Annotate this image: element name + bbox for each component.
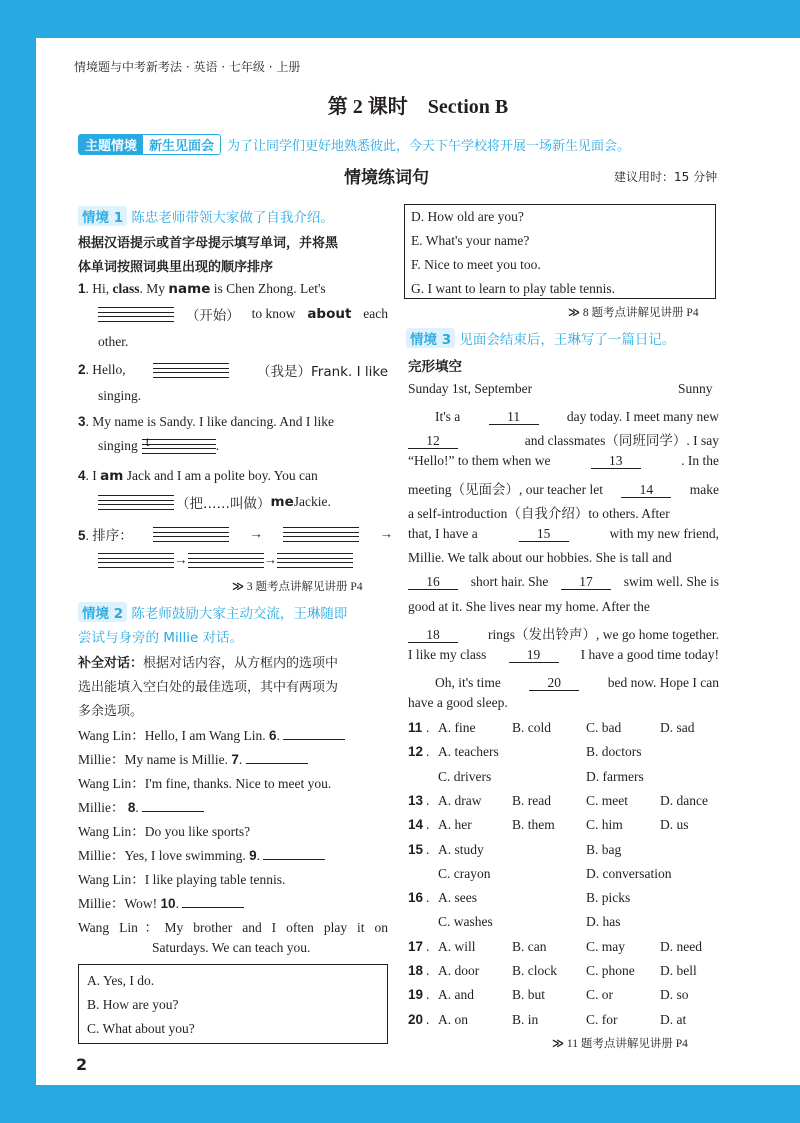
dialog-answer-blank[interactable] bbox=[263, 859, 325, 860]
dialog-answer-blank[interactable] bbox=[283, 739, 345, 740]
cloze-option[interactable]: B. read bbox=[512, 792, 551, 808]
option-c: C. What about you? bbox=[87, 1021, 195, 1036]
cloze-option[interactable]: A. and bbox=[438, 987, 474, 1003]
dialog-line: Millie： 8. bbox=[78, 796, 204, 816]
cloze-blank[interactable]: 15 bbox=[519, 527, 569, 542]
cloze-option[interactable]: D. has bbox=[586, 914, 621, 930]
passage-line: a self-introduction（自我介绍）to others. After bbox=[408, 505, 670, 521]
cloze-option[interactable]: D. bell bbox=[660, 963, 697, 978]
cloze-option[interactable]: B. can bbox=[512, 938, 547, 954]
question-3-line-1: 3. My name is Sandy. I like dancing. And I like bbox=[78, 414, 334, 429]
q3-answer-blank[interactable]: t bbox=[142, 438, 216, 454]
cloze-question-row bbox=[408, 769, 719, 789]
option-f: F. Nice to meet you too. bbox=[411, 257, 541, 272]
cloze-question-row: 11 . A. fine B. cold C. bad D. sad bbox=[408, 720, 695, 735]
question-1-line-1: 1. Hi, class. My name is Chen Zhong. Let's bbox=[78, 281, 326, 297]
q4-answer-blank[interactable] bbox=[98, 495, 174, 510]
cloze-option[interactable]: B. picks bbox=[586, 890, 631, 906]
cloze-blank[interactable]: 18 bbox=[408, 628, 458, 643]
situation-3-header: 情境 3 见面会结束后，王琳写了一篇日记。 bbox=[406, 328, 675, 348]
cloze-option[interactable]: A. teachers bbox=[438, 744, 499, 760]
cloze-option[interactable]: B. them bbox=[512, 817, 555, 833]
cloze-question-row bbox=[408, 866, 719, 886]
passage-line: Millie. We talk about our hobbies. She is tall and bbox=[408, 550, 672, 566]
cloze-question-row: 20 . A. on B. in C. for D. at bbox=[408, 1011, 687, 1027]
cloze-option[interactable]: D. need bbox=[660, 938, 702, 954]
cloze-option[interactable]: A. fine bbox=[438, 720, 476, 735]
passage-line: 18 rings（发出铃声）, we go home together. bbox=[408, 623, 719, 643]
passage-line: good at it. She lives near my home. After the bbox=[408, 598, 650, 614]
situation-1-header bbox=[78, 206, 334, 226]
cloze-question-row: 19 . A. and B. but C. or D. so bbox=[408, 987, 689, 1003]
cloze-option[interactable]: A. door bbox=[438, 963, 480, 978]
cloze-option[interactable]: B. clock bbox=[512, 963, 557, 978]
cloze-option[interactable]: C. phone bbox=[586, 963, 635, 978]
page bbox=[36, 38, 800, 1085]
q5-blank-5[interactable] bbox=[277, 553, 353, 568]
q5-blank-4[interactable] bbox=[188, 553, 264, 568]
dialog-line: Wang Lin：Hello, I am Wang Lin. 6. bbox=[78, 724, 345, 744]
s1-instruction-2: 体单词按照词典里出现的顺序排序 bbox=[78, 260, 274, 275]
dialog-line: Millie：Yes, I love swimming. 9. bbox=[78, 844, 325, 864]
theme-label: 主题情境 bbox=[79, 135, 143, 154]
cloze-blank[interactable]: 14 bbox=[621, 483, 671, 498]
cloze-option[interactable]: C. bad bbox=[586, 720, 622, 735]
cloze-option[interactable]: A. sees bbox=[438, 890, 477, 906]
cloze-blank[interactable]: 16 bbox=[408, 575, 458, 590]
cloze-option[interactable]: D. so bbox=[660, 987, 689, 1003]
theme-text: 为了让同学们更好地熟悉彼此，今天下午学校将开展一场新生见面会。 bbox=[227, 139, 631, 154]
question-4-line-1: 4. I am Jack and I am a polite boy. You can bbox=[78, 468, 318, 484]
cloze-option[interactable]: D. conversation bbox=[586, 865, 672, 881]
cloze-option[interactable]: D. us bbox=[660, 817, 689, 833]
dialog-last-line-2: Saturdays. We can teach you. bbox=[152, 940, 311, 955]
s2-instruction-1: 补全对话：根据对话内容，从方框内的选项中 bbox=[78, 656, 339, 671]
cloze-option[interactable]: A. will bbox=[438, 938, 476, 954]
q5-blank-2[interactable] bbox=[283, 527, 359, 542]
situation-2-header: 情境 2 陈老师鼓励大家主动交流，王琳随即 bbox=[78, 602, 347, 622]
cloze-blank[interactable]: 13 bbox=[591, 454, 641, 469]
cloze-option[interactable]: D. at bbox=[660, 1011, 687, 1027]
option-e: E. What's your name? bbox=[411, 233, 530, 248]
dialog-answer-blank[interactable] bbox=[246, 763, 308, 764]
passage-line: “Hello!” to them when we 13 . In the bbox=[408, 453, 719, 469]
dialog-line: Wang Lin：I like playing table tennis. bbox=[78, 872, 286, 887]
cloze-blank[interactable]: 12 bbox=[408, 434, 458, 449]
passage-line: 16 short hair. She 17 swim well. She is bbox=[408, 574, 719, 590]
passage-line: I like my class 19 I have a good time today! bbox=[408, 647, 719, 662]
cloze-question-row: 15 . A. study B. bag bbox=[408, 841, 622, 857]
cloze-question-row: 13 . A. draw B. read C. meet D. dance bbox=[408, 792, 708, 808]
dialog-answer-blank[interactable] bbox=[142, 811, 204, 812]
cloze-question-row: 17 . A. will B. can C. may D. need bbox=[408, 938, 702, 954]
cloze-option[interactable]: B. cold bbox=[512, 720, 551, 735]
passage-line: meeting（见面会）, our teacher let 14 make bbox=[408, 481, 719, 497]
dialog-line: Millie：Wow! 10. bbox=[78, 892, 244, 912]
cloze-option[interactable]: B. in bbox=[512, 1011, 539, 1027]
cloze-option[interactable]: C. drivers bbox=[438, 768, 492, 784]
cloze-question-row: 18 . A. door B. clock C. phone D. bell bbox=[408, 963, 697, 978]
q5-blank-3[interactable] bbox=[98, 553, 174, 568]
cloze-blank[interactable]: 17 bbox=[561, 575, 611, 590]
q1-answer-blank[interactable] bbox=[98, 307, 174, 322]
lesson-title: 第 2 课时 Section B bbox=[327, 96, 509, 118]
q2-answer-blank[interactable] bbox=[153, 363, 229, 378]
s2-instruction-3: 多余选项。 bbox=[78, 704, 144, 719]
question-1-line-2: （开始） to know about each bbox=[98, 304, 388, 324]
passage-line: Oh, it's time 20 bed now. Hope I can bbox=[408, 675, 719, 691]
situation-1-text: 陈忠老师带领大家做了自我介绍。 bbox=[131, 210, 334, 226]
dialog-line: Wang Lin：Do you like sports? bbox=[78, 824, 251, 839]
time-hint: 建议用时：15 分钟 bbox=[614, 170, 718, 184]
cloze-option[interactable]: A. draw bbox=[438, 792, 482, 808]
cloze-task-title: 完形填空 bbox=[408, 359, 462, 375]
cloze-question-row: 12 . A. teachers B. doctors bbox=[408, 744, 642, 760]
question-2-line-1: 2. Hello, （我是）Frank. I like bbox=[78, 362, 388, 380]
cloze-option[interactable]: A. study bbox=[438, 841, 484, 857]
cloze-option[interactable]: C. crayon bbox=[438, 865, 491, 881]
dialog-line: Wang Lin：I'm fine, thanks. Nice to meet you. bbox=[78, 776, 332, 791]
dialog-line: Millie：My name is Millie. 7. bbox=[78, 748, 308, 768]
cloze-option[interactable]: D. dance bbox=[660, 792, 708, 808]
s2-instruction-2: 选出能填入空白处的最佳选项，其中有两项为 bbox=[78, 680, 339, 695]
cloze-blank[interactable]: 19 bbox=[509, 648, 559, 663]
cloze-option[interactable]: C. washes bbox=[438, 914, 493, 930]
cloze-blank[interactable]: 11 bbox=[489, 410, 539, 425]
cloze-option[interactable]: B. bag bbox=[586, 841, 622, 857]
cloze-option[interactable]: C. him bbox=[586, 817, 623, 833]
cloze-option[interactable]: A. her bbox=[438, 817, 472, 833]
s2-reference: ≫ 8 题考点讲解见讲册 P4 bbox=[568, 305, 699, 319]
dialog-answer-blank[interactable] bbox=[182, 907, 244, 908]
passage-line: that, I have a 15 with my new friend, bbox=[408, 526, 719, 541]
s1-instruction-1: 根据汉语提示或首字母提示填写单词，并将黑 bbox=[78, 236, 339, 251]
cloze-option[interactable]: C. or bbox=[586, 987, 613, 1003]
cloze-option[interactable]: C. may bbox=[586, 938, 625, 954]
question-5-line-2: → → bbox=[98, 552, 353, 568]
theme-name: 新生见面会 bbox=[149, 139, 215, 154]
section-title: 情境练词句 bbox=[344, 168, 429, 188]
option-g: G. I want to learn to play table tennis. bbox=[411, 281, 615, 296]
cloze-option[interactable]: D. sad bbox=[660, 720, 695, 735]
cloze-option[interactable]: C. for bbox=[586, 1011, 618, 1027]
question-4-line-2: （把……叫做） me Jackie. bbox=[98, 492, 331, 512]
question-5-line-1: 5. 排序： → → bbox=[78, 526, 393, 544]
options-box-left bbox=[78, 964, 388, 1044]
diary-date: Sunday 1st, September bbox=[408, 381, 533, 396]
situation-2-text-2: 尝试与身旁的 Millie 对话。 bbox=[78, 630, 244, 646]
question-3-line-2: singing t . bbox=[98, 434, 220, 454]
cloze-option[interactable]: B. doctors bbox=[586, 744, 642, 760]
options-box-right bbox=[404, 204, 716, 299]
cloze-option[interactable]: B. but bbox=[512, 987, 546, 1003]
passage-line: have a good sleep. bbox=[408, 695, 508, 711]
s1-reference: ≫ 3 题考点讲解见讲册 P4 bbox=[232, 579, 363, 593]
page-number: 2 bbox=[76, 1055, 88, 1074]
dialog-last-line-1: Wang Lin：My brother and I often play it on bbox=[78, 920, 388, 935]
option-a: A. Yes, I do. bbox=[87, 973, 155, 988]
question-2-line-2: singing. bbox=[98, 388, 142, 403]
cloze-question-row bbox=[408, 914, 719, 934]
cloze-option[interactable]: A. on bbox=[438, 1011, 468, 1027]
cloze-question-row: 14 . A. her B. them C. him D. us bbox=[408, 817, 689, 833]
passage-line: 12 and classmates（同班同学）. I say bbox=[408, 429, 719, 449]
option-b: B. How are you? bbox=[87, 997, 179, 1012]
passage-line: It's a 11 day today. I meet many new bbox=[408, 409, 719, 424]
cloze-option[interactable]: D. farmers bbox=[586, 768, 644, 784]
cloze-question-row: 16 . A. sees B. picks bbox=[408, 890, 631, 906]
s3-reference: ≫ 11 题考点讲解见讲册 P4 bbox=[552, 1036, 688, 1050]
cloze-option[interactable]: C. meet bbox=[586, 792, 628, 808]
question-1-line-3: other. bbox=[98, 334, 129, 349]
diary-weather: Sunny bbox=[678, 381, 713, 396]
cloze-blank[interactable]: 20 bbox=[529, 676, 579, 691]
book-title: 情境题与中考新考法 · 英语 · 七年级 · 上册 bbox=[74, 60, 301, 74]
q5-blank-1[interactable] bbox=[153, 527, 229, 542]
option-d: D. How old are you? bbox=[411, 209, 524, 224]
theme-bar bbox=[78, 134, 630, 155]
situation-1-tag: 情境 1 bbox=[78, 206, 127, 226]
